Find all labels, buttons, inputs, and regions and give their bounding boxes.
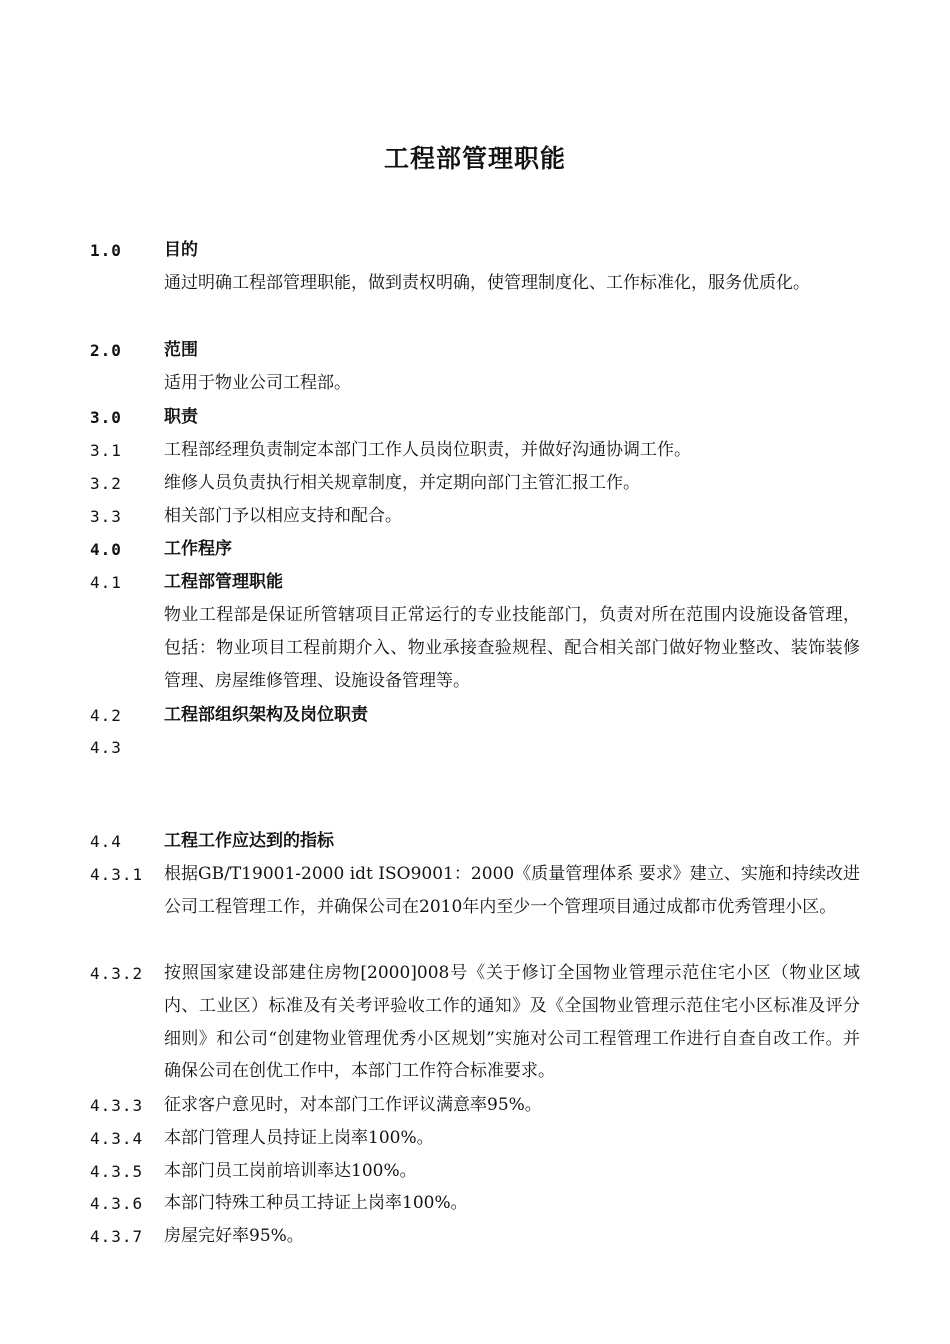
item-body: 本部门员工岗前培训率达100%。 — [164, 1161, 417, 1181]
subsection-heading: 工程部管理职能 — [164, 572, 283, 592]
subsection-heading: 工程部组织架构及岗位职责 — [164, 705, 368, 725]
section-number: 2.0 — [90, 341, 122, 360]
section-number: 4.0 — [90, 540, 122, 559]
item-number: 4.3.7 — [90, 1227, 144, 1246]
item-number: 4.3.6 — [90, 1194, 144, 1213]
section-number: 3.0 — [90, 408, 122, 427]
subsection-body: 相关部门予以相应支持和配合。 — [164, 506, 402, 526]
section-number: 1.0 — [90, 241, 122, 260]
section-heading: 目的 — [164, 240, 198, 260]
section-body: 适用于物业公司工程部。 — [164, 373, 351, 393]
subsection-number: 3.2 — [90, 474, 122, 493]
item-number: 4.3.4 — [90, 1129, 144, 1148]
subsection-number: 4.3 — [90, 738, 122, 757]
subsection-number: 4.4 — [90, 832, 122, 851]
subsection-body: 物业工程部是保证所管辖项目正常运行的专业技能部门，负责对所在范围内设施设备管理，包括：物业项目工程前期介入、物业承接查验规程、配合相关部门做好物业整改、装饰装修管理、房屋维修管理、设施设备管理等。 — [164, 605, 860, 691]
subsection-heading: 工程工作应达到的指标 — [164, 831, 334, 851]
subsection-body: 工程部经理负责制定本部门工作人员岗位职责，并做好沟通协调工作。 — [164, 440, 691, 460]
section-heading: 职责 — [164, 407, 198, 427]
item-body: 本部门特殊工种员工持证上岗率100%。 — [164, 1193, 468, 1213]
item-body: 征求客户意见时，对本部门工作评议满意率95%。 — [164, 1095, 542, 1115]
subsection-number: 3.3 — [90, 507, 122, 526]
subsection-body: 维修人员负责执行相关规章制度，并定期向部门主管汇报工作。 — [164, 473, 640, 493]
subsection-number: 4.2 — [90, 706, 122, 725]
page-title: 工程部管理职能 — [383, 144, 566, 173]
subsection-number: 4.1 — [90, 573, 122, 592]
item-number: 4.3.5 — [90, 1162, 144, 1181]
item-number: 4.3.2 — [90, 964, 144, 983]
item-body: 房屋完好率95%。 — [164, 1226, 304, 1246]
item-number: 4.3.1 — [90, 865, 144, 884]
section-body: 通过明确工程部管理职能，做到责权明确，使管理制度化、工作标准化，服务优质化。 — [164, 273, 810, 293]
item-body: 本部门管理人员持证上岗率100%。 — [164, 1128, 434, 1148]
item-number: 4.3.3 — [90, 1096, 144, 1115]
section-heading: 工作程序 — [164, 539, 232, 559]
item-body: 按照国家建设部建住房物[2000]008号《关于修订全国物业管理示范住宅小区（物业区域内、工业区）标准及有关考评验收工作的通知》及《全国物业管理示范住宅小区标准及评分细则》和公司“创建物业管理优秀小区规划”实施对公司工程管理工作进行自查自改工作。并确保公司在创优工作中，本部门工作符合标准要求。 — [164, 963, 860, 1082]
subsection-number: 3.1 — [90, 441, 122, 460]
item-body: 根据GB/T19001-2000 idt ISO9001：2000《质量管理体系 要求》建立、实施和持续改进公司工程管理工作，并确保公司在2010年内至少一个管理项目通过成都市优秀管理小区。 — [164, 864, 860, 917]
section-heading: 范围 — [164, 340, 198, 360]
